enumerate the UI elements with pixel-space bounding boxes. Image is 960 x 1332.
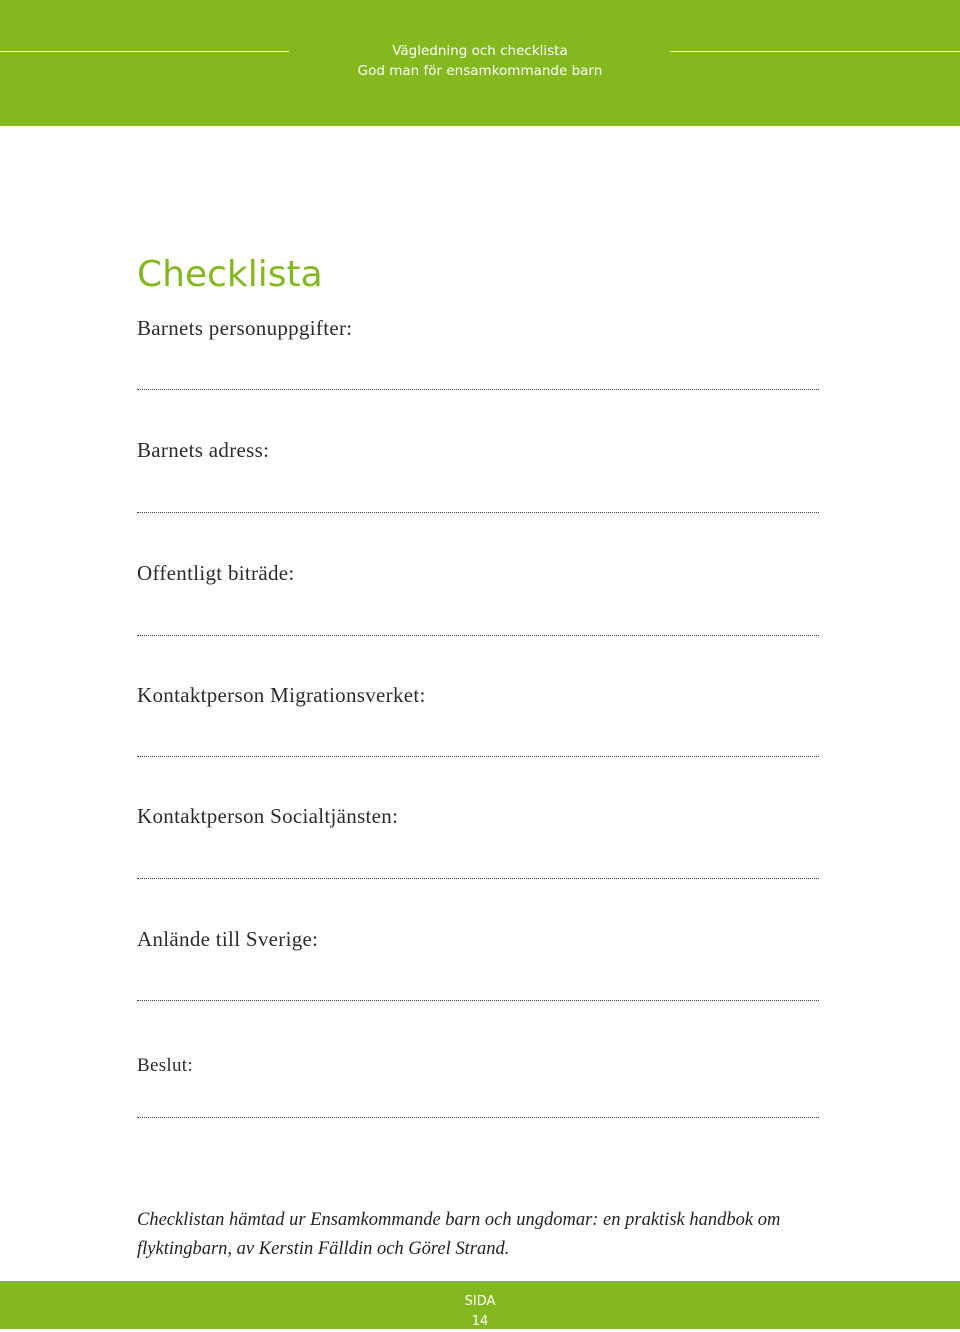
field-line-migrationsverket[interactable]: [137, 756, 819, 757]
header-title: Vägledning och checklista: [392, 43, 568, 59]
field-label-personuppgifter: Barnets personuppgifter:: [137, 316, 353, 340]
field-line-socialtjansten[interactable]: [137, 878, 819, 879]
field-label-socialtjansten: Kontaktperson Socialtjänsten:: [137, 804, 399, 828]
field-line-beslut[interactable]: [137, 1117, 819, 1118]
page-label: SIDA: [464, 1294, 496, 1309]
footnote-line-1: Checklistan hämtad ur Ensamkommande barn och ungdomar: en praktisk handbok om: [137, 1210, 781, 1230]
field-label-anlande: Anlände till Sverige:: [137, 927, 319, 951]
footnote-line-2: flyktingbarn, av Kerstin Fälldin och Görel Strand.: [137, 1239, 510, 1259]
field-line-personuppgifter[interactable]: [137, 389, 819, 390]
field-line-anlande[interactable]: [137, 1000, 819, 1001]
field-label-offentligt-bitrade: Offentligt biträde:: [137, 561, 295, 585]
page-number-value: 14: [471, 1314, 489, 1329]
page-title: Checklista: [137, 254, 323, 295]
source-footnote: [137, 1206, 837, 1264]
page-number: [430, 1292, 530, 1332]
field-label-migrationsverket: Kontaktperson Migrationsverket:: [137, 683, 426, 707]
field-label-beslut: Beslut:: [137, 1055, 193, 1076]
field-line-offentligt-bitrade[interactable]: [137, 635, 819, 636]
header-subtitle: God man för ensamkommande barn: [357, 63, 603, 79]
field-line-adress[interactable]: [137, 512, 819, 513]
field-label-adress: Barnets adress:: [137, 438, 270, 462]
